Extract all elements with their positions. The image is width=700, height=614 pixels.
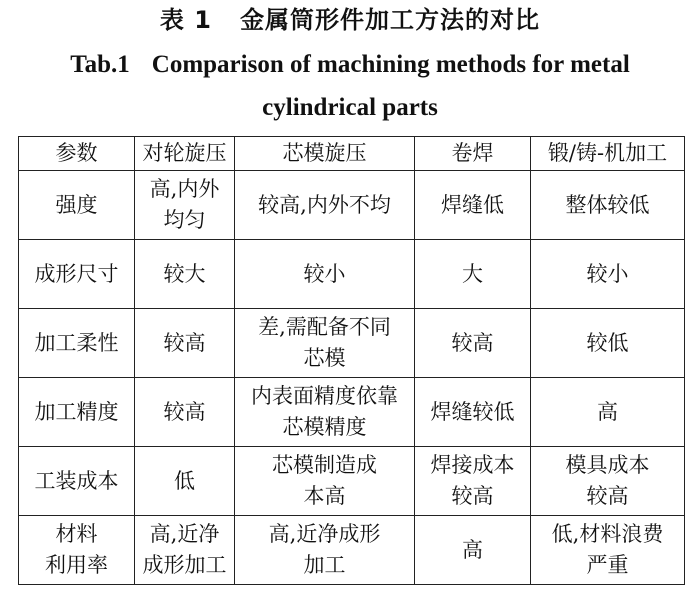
table-cell-param xyxy=(19,240,135,309)
cell-text-line: 较小 xyxy=(586,261,629,286)
cell-text-line: 较高,内外不均 xyxy=(258,192,391,217)
cell-text-line: 高,近净 xyxy=(149,522,220,546)
cell-text-line: 均匀 xyxy=(163,208,206,232)
table-cell-roller-spinning xyxy=(135,240,235,309)
cell-text-line: 焊缝低 xyxy=(441,192,504,217)
cell-text-line: 芯模制造成 xyxy=(272,453,377,477)
cell-text-line: 强度 xyxy=(55,192,98,217)
table-cell-roll-welding xyxy=(415,447,531,516)
table-caption-cn xyxy=(0,8,700,32)
cell-text-line: 工装成本 xyxy=(34,468,119,493)
table-cell-roll-welding xyxy=(415,309,531,378)
table-row xyxy=(19,516,685,585)
cell-text-line: 较小 xyxy=(303,261,346,286)
cell-text-line: 高,内外 xyxy=(149,177,220,201)
header-row xyxy=(19,137,685,171)
cell-text-line: 较低 xyxy=(586,330,629,355)
cell-text-line: 加工精度 xyxy=(34,399,119,424)
cell-text-line: 利用率 xyxy=(45,553,108,577)
cell-text-line: 严重 xyxy=(586,553,629,577)
table-cell-roller-spinning xyxy=(135,378,235,447)
table-cell-roller-spinning xyxy=(135,516,235,585)
table-cell-forging-machining xyxy=(531,171,685,240)
table-cell-param xyxy=(19,516,135,585)
cell-text-line: 较高 xyxy=(451,330,494,355)
cell-text-line: 成形尺寸 xyxy=(34,261,119,286)
table-cell-forging-machining xyxy=(531,516,685,585)
cell-text-line: 较高 xyxy=(163,399,206,424)
table-title-en-line2: cylindrical parts xyxy=(262,94,438,121)
cell-text-line: 低,材料浪费 xyxy=(551,522,664,546)
table-cell-mandrel-spinning xyxy=(235,240,415,309)
header-cell-roll-welding: 卷焊 xyxy=(415,137,531,171)
cell-text-line: 加工柔性 xyxy=(34,330,119,355)
table-body xyxy=(19,137,685,585)
table-cell-forging-machining xyxy=(531,240,685,309)
table-cell-param xyxy=(19,378,135,447)
table-cell-mandrel-spinning xyxy=(235,516,415,585)
table-label-cn: 表 1 xyxy=(159,6,212,34)
cell-text-line: 较高 xyxy=(586,484,629,508)
table-row xyxy=(19,447,685,516)
table-row xyxy=(19,240,685,309)
cell-text-line: 大 xyxy=(462,261,483,286)
table-cell-param xyxy=(19,171,135,240)
table-title-en-line1: Comparison of machining methods for metal xyxy=(151,51,630,78)
cell-text-line: 内表面精度依靠 xyxy=(251,384,398,408)
cell-text-line: 差,需配备不同 xyxy=(258,315,391,339)
table-cell-roll-welding xyxy=(415,240,531,309)
cell-text-line: 整体较低 xyxy=(565,192,650,217)
cell-text-line: 高 xyxy=(462,537,483,562)
table-cell-roll-welding xyxy=(415,516,531,585)
cell-text-line: 本高 xyxy=(303,484,346,508)
cell-text-line: 高 xyxy=(597,399,618,424)
header-cell-forging-machining: 锻/铸-机加工 xyxy=(531,137,685,171)
header-cell-param: 参数 xyxy=(19,137,135,171)
cell-text-line: 成形加工 xyxy=(142,553,227,577)
cell-text-line: 芯模精度 xyxy=(282,415,367,439)
table-caption-en xyxy=(0,52,700,77)
table-cell-param xyxy=(19,309,135,378)
header-cell-mandrel-spinning: 芯模旋压 xyxy=(235,137,415,171)
table-cell-mandrel-spinning xyxy=(235,171,415,240)
table-cell-roller-spinning xyxy=(135,447,235,516)
cell-text-line: 较高 xyxy=(163,330,206,355)
table-row xyxy=(19,378,685,447)
cell-text-line: 高,近净成形 xyxy=(268,522,381,546)
cell-text-line: 较高 xyxy=(451,484,494,508)
cell-text-line: 模具成本 xyxy=(565,453,650,477)
table-cell-roller-spinning xyxy=(135,171,235,240)
table-cell-forging-machining xyxy=(531,378,685,447)
table-cell-mandrel-spinning xyxy=(235,447,415,516)
cell-text-line: 焊缝较低 xyxy=(430,399,515,424)
table-title-cn: 金属筒形件加工方法的对比 xyxy=(240,6,541,34)
cell-text-line: 低 xyxy=(174,468,195,493)
cell-text-line: 芯模 xyxy=(303,346,346,370)
cell-text-line: 材料 xyxy=(55,522,98,546)
table-row xyxy=(19,171,685,240)
table-cell-mandrel-spinning xyxy=(235,378,415,447)
cell-text-line: 加工 xyxy=(303,553,346,577)
table-cell-param xyxy=(19,447,135,516)
cell-text-line: 焊接成本 xyxy=(430,453,515,477)
table-cell-roll-welding xyxy=(415,378,531,447)
cell-text-line: 较大 xyxy=(163,261,206,286)
comparison-table xyxy=(18,136,685,585)
table-cell-forging-machining xyxy=(531,447,685,516)
table-cell-roller-spinning xyxy=(135,309,235,378)
table-row xyxy=(19,309,685,378)
table-cell-forging-machining xyxy=(531,309,685,378)
table-cell-roll-welding xyxy=(415,171,531,240)
table-cell-mandrel-spinning xyxy=(235,309,415,378)
header-cell-roller-spinning: 对轮旋压 xyxy=(135,137,235,171)
table-label-en: Tab.1 xyxy=(70,51,130,78)
